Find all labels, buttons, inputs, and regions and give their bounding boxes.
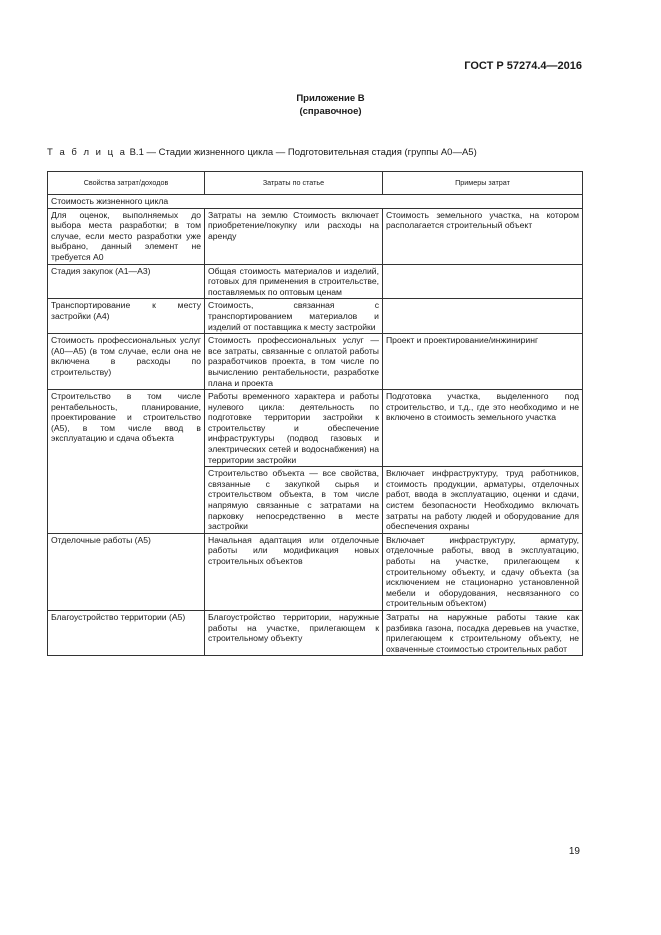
table-row [48,533,583,610]
cell-example: Подготовка участка, выделенного под строительство, и т.д., где это необходимо и не включено в стоимость земельного участка [383,390,583,467]
appendix-title: Приложение В [296,93,365,104]
table-span-row [48,195,583,209]
table-header-row [48,172,583,195]
cell-example: Затраты на наружные работы такие как разбивка газона, посадка деревьев на участке, прилегающем к строительному объекту, не охваченные стоимостью строительных работ [383,610,583,655]
table-row [48,334,583,390]
cell-property: Строительство в том числе рентабельность, планирование, проектирование и строительство (А5), в том числе ввод в эксплуатацию и сдача объекта [48,390,205,534]
table-row [48,299,583,334]
table-caption [47,147,477,158]
table-caption-prefix: Т а б л и ц а [47,147,127,158]
appendix-heading [0,92,661,118]
cell-cost: Благоустройство территории, наружные работы на участке, прилегающем к строительному объекту [205,610,383,655]
cell-example: Стоимость земельного участка, на котором располагается строительный объект [383,208,583,264]
table-row [48,264,583,299]
header-cost-properties: Свойства затрат/доходов [48,172,205,195]
table-row [48,390,583,467]
cell-property: Благоустройство территории (А5) [48,610,205,655]
table-row [48,208,583,264]
cell-property: Стоимость профессиональных услуг (А0—А5) (в том случае, если она не включена в расходы по строительству) [48,334,205,390]
cell-property: Для оценок, выполняемых до выбора места разработки; в том случае, если место разработки уже выбрано, данный элемент не требуется А0 [48,208,205,264]
lifecycle-table [47,171,583,656]
cell-cost: Начальная адаптация или отделочные работы или модификация новых строительных объектов [205,533,383,610]
page-number: 19 [568,846,580,857]
cell-example: Включает инфраструктуру, арматуру, отделочные работы, ввод в эксплуатацию, работы на участке, прилегающем к строительному объекту, и сдачу объекта (за исключением не стационарно установленной мебели и оборудования, несвязанного со строительным объектом) [383,533,583,610]
cell-property: Транспортирование к месту застройки (А4) [48,299,205,334]
cell-property: Отделочные работы (А5) [48,533,205,610]
cell-cost: Затраты на землю Стоимость включает приобретение/покупку или расходы на аренду [205,208,383,264]
header-cost-examples: Примеры затрат [383,172,583,195]
cell-cost: Стоимость, связанная с транспортированием материалов и изделий от поставщика к месту застройки [205,299,383,334]
cell-cost: Работы временного характера и работы нулевого цикла: деятельность по подготовке территории застройки к строительству и обеспечение инфраструктуры (подвод газовых и электрических сетей и водоснабжения) на территории застройки [205,390,383,467]
appendix-subtitle: (справочное) [299,106,362,117]
cell-example [383,264,583,299]
document-code: ГОСТ Р 57274.4—2016 [464,60,582,72]
cell-cost: Строительство объекта — все свойства, связанные с закупкой сырья и строительством объекта, в том числе напрямую связанные с затратами на парковку непосредственно в месте застройки [205,467,383,534]
lifecycle-cost-label: Стоимость жизненного цикла [48,195,583,209]
cell-example [383,299,583,334]
table-caption-text: В.1 — Стадии жизненного цикла — Подготовительная стадия (группы А0—А5) [129,147,477,158]
cell-example: Включает инфраструктуру, труд работников, стоимость продукции, арматуры, отделочных работ, ввода в эксплуатацию, оценки и сдачи, систем безопасности Необходимо включать затраты на работу людей и оборудование для обеспечения охраны [383,467,583,534]
header-costs-by-item: Затраты по статье [205,172,383,195]
cell-cost: Стоимость профессиональных услуг — все затраты, связанные с оплатой работы разработчиков проекта, в том числе по вычислению рентабельности, разработке плана и проекта [205,334,383,390]
table-row [48,610,583,655]
cell-cost: Общая стоимость материалов и изделий, готовых для применения в строительстве, поставляемых по оптовым ценам [205,264,383,299]
cell-example: Проект и проектирование/инжиниринг [383,334,583,390]
cell-property: Стадия закупок (А1—А3) [48,264,205,299]
